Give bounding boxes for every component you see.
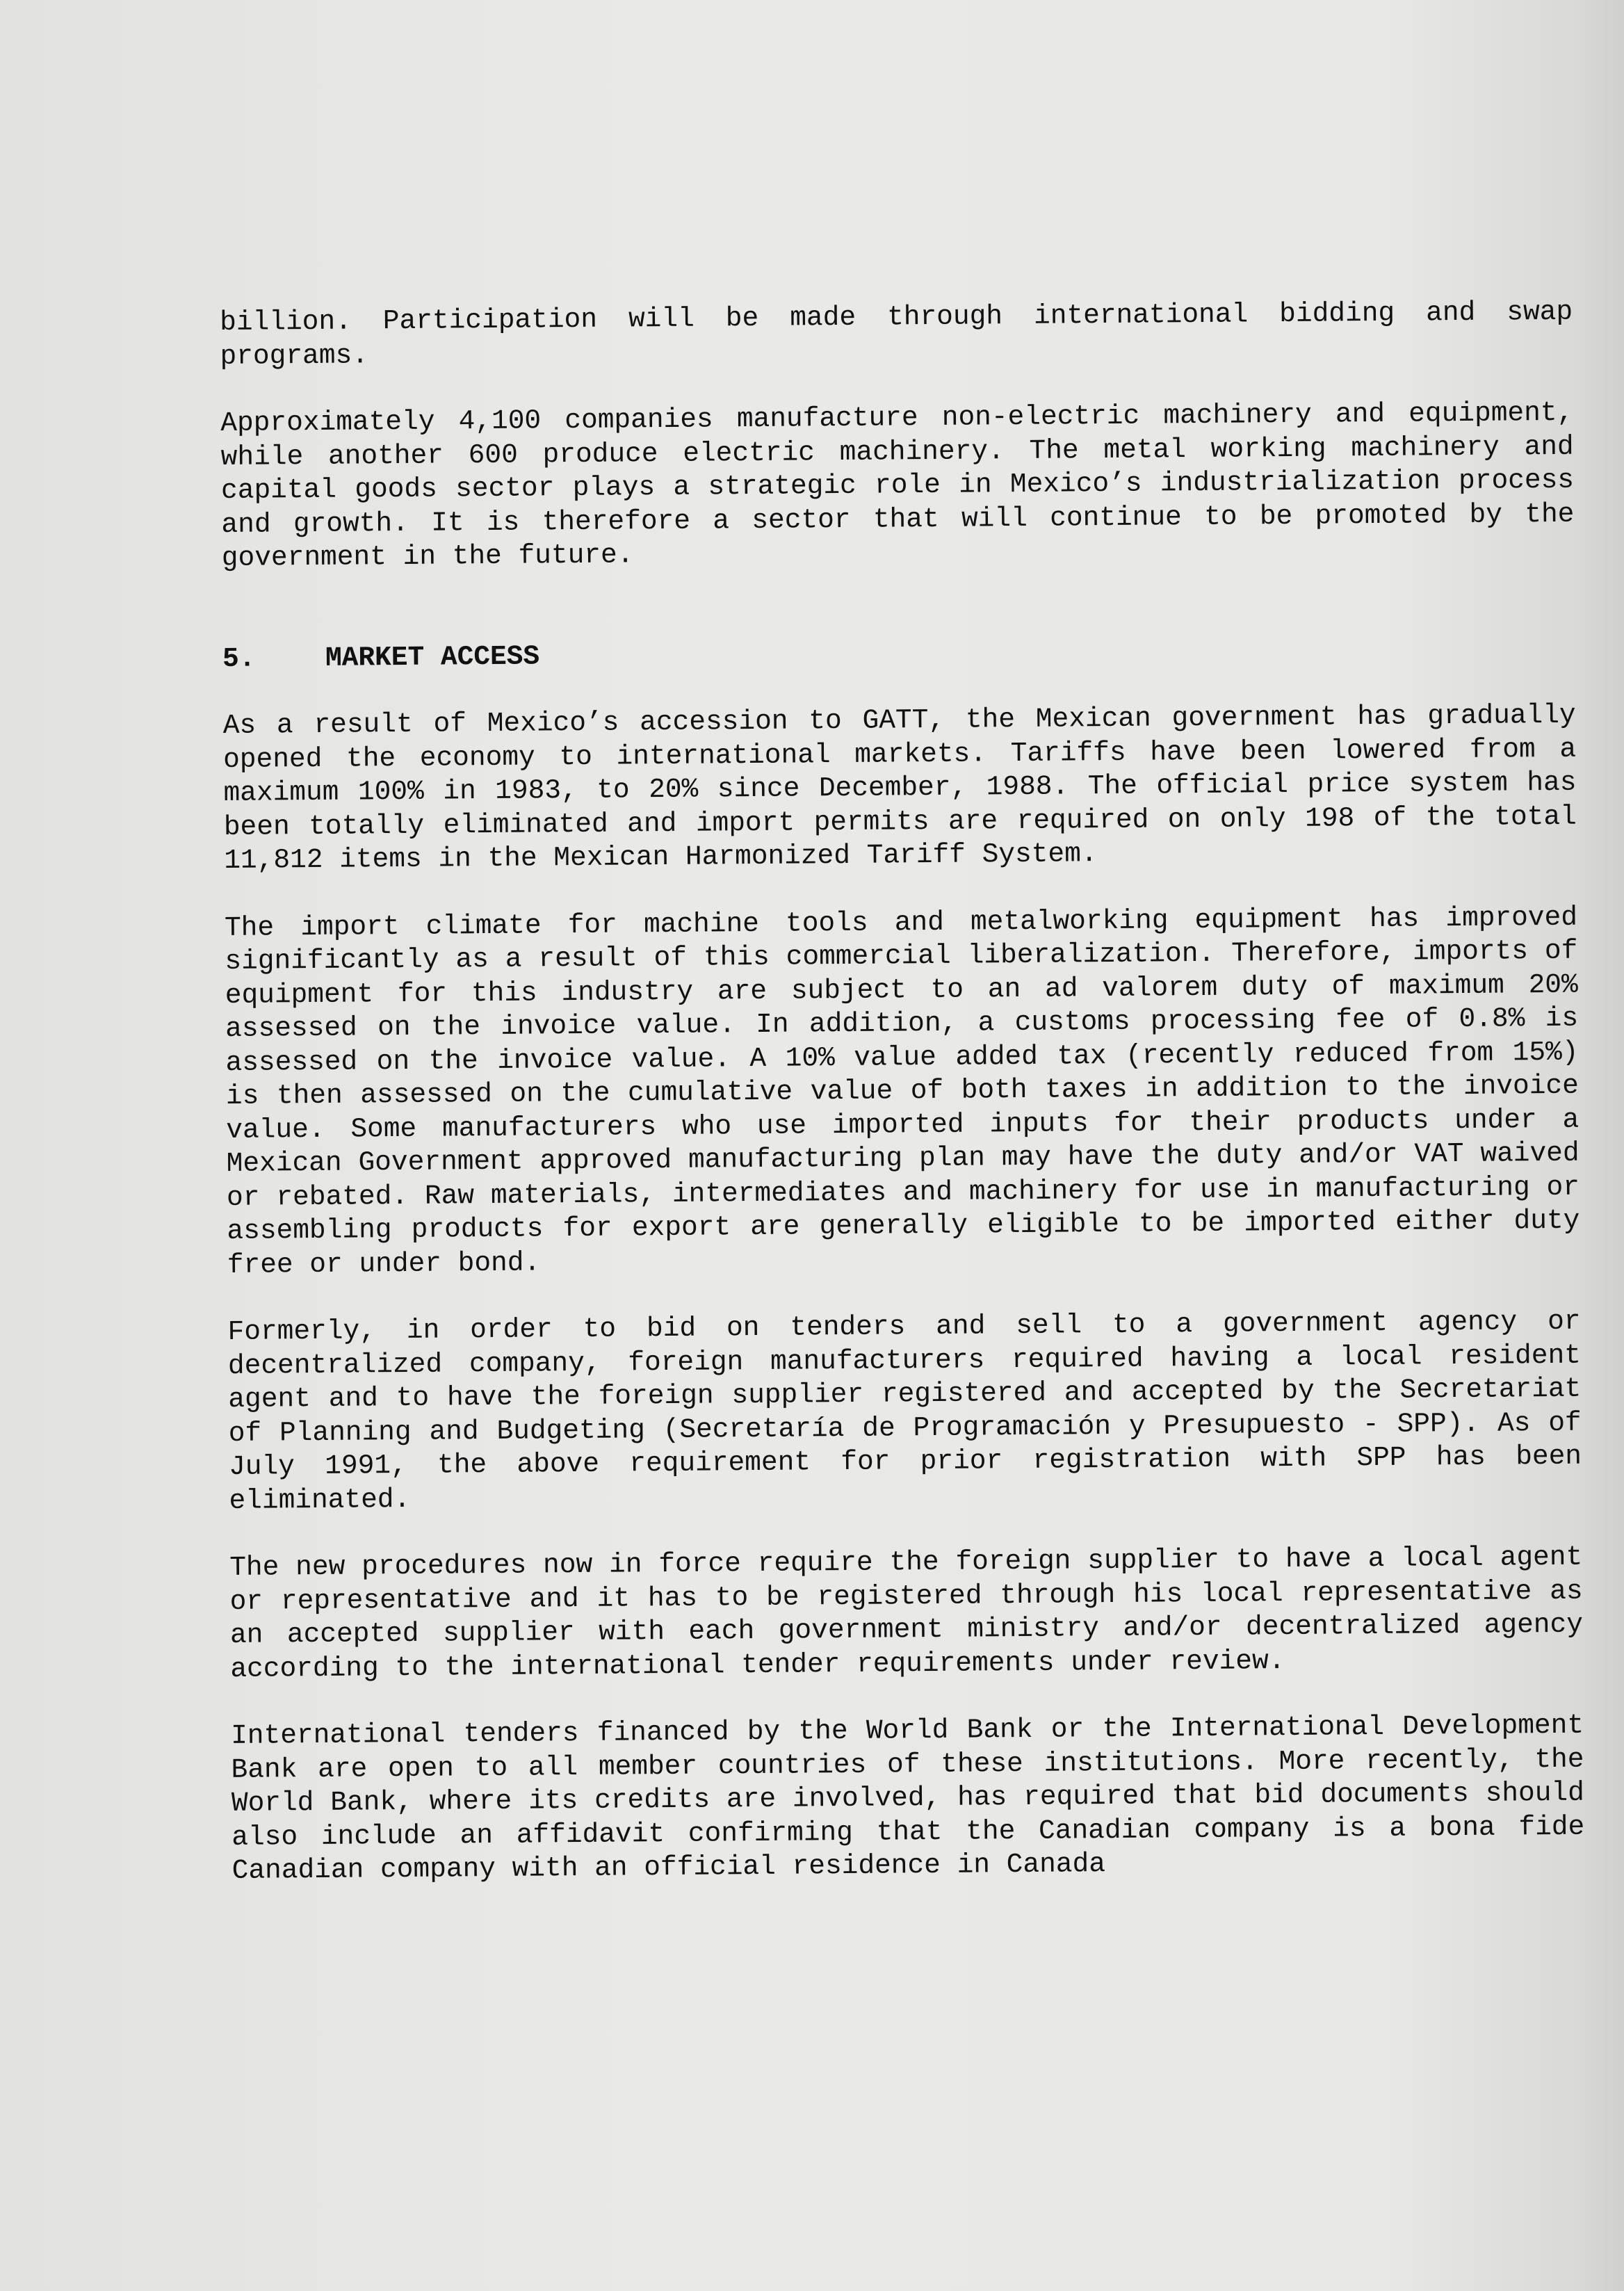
paragraph: The new procedures now in force require the foreign supplier to have a local agent or representative and it has to be registered through his local representative as an accepted supplier with each government ministry and/or decentralized agency according to the international tender requirements under review. — [229, 1541, 1584, 1685]
paragraph: billion. Participation will be made through international bidding and swap programs. — [220, 296, 1573, 372]
document-body — [220, 296, 1585, 1922]
paragraph: International tenders financed by the World Bank or the International Development Bank are open to all member countries of these institutions. More recently, the World Bank, where its credits are involved, has required that bid documents should also include an affidavit confirming that the Canadian company is a bona fide Canadian company with an official residence in Canada — [230, 1709, 1585, 1886]
paragraph: The import climate for machine tools and metalworking equipment has improved significantly as a result of this commercial liberalization. Therefore, imports of equipment for this industry are subject to an ad valorem duty of maximum 20% assessed on the invoice value. In addition, a customs processing fee of 0.8% is assessed on the invoice value. A 10% value added tax (recently reduced from 15%) is then assessed on the cumulative value of both taxes in addition to the invoice value. Some manufacturers who use imported inputs for their products under a Mexican Government approved manufacturing plan may have the duty and/or VAT waived or rebated. Raw materials, intermediates and machinery for use in manufacturing or assembling products for export are generally eligible to be imported either duty free or under bond. — [224, 901, 1580, 1281]
paragraph: As a result of Mexico’s accession to GATT, the Mexican government has gradually opened the economy to international markets. Tariffs have been lowered from a maximum 100% in 1983, to 20% since December, 1988. The official price system has been totally eliminated and import permits are required on only 198 of the total 11,812 items in the Mexican Harmonized Tariff System. — [222, 699, 1577, 876]
section-number: 5. — [222, 642, 256, 674]
paragraph: Formerly, in order to bid on tenders and sell to a government agency or decentralized company, foreign manufacturers required having a local resident agent and to have the foreign supplier registered and accepted by the Secretariat of Planning and Budgeting (Secretaría de Programación y Presupuesto - SPP). As of July 1991, the above requirement for prior registration with SPP has been eliminated. — [227, 1305, 1582, 1516]
section-heading — [222, 631, 1575, 676]
paragraph: Approximately 4,100 companies manufacture non-electric machinery and equipment, while another 600 produce electric machinery. The metal working machinery and capital goods sector plays a strategic role in Mexico’s industrialization process and growth. It is therefore a sector that will continue to be promoted by the government in the future. — [220, 396, 1575, 574]
section-title: MARKET ACCESS — [325, 640, 540, 674]
